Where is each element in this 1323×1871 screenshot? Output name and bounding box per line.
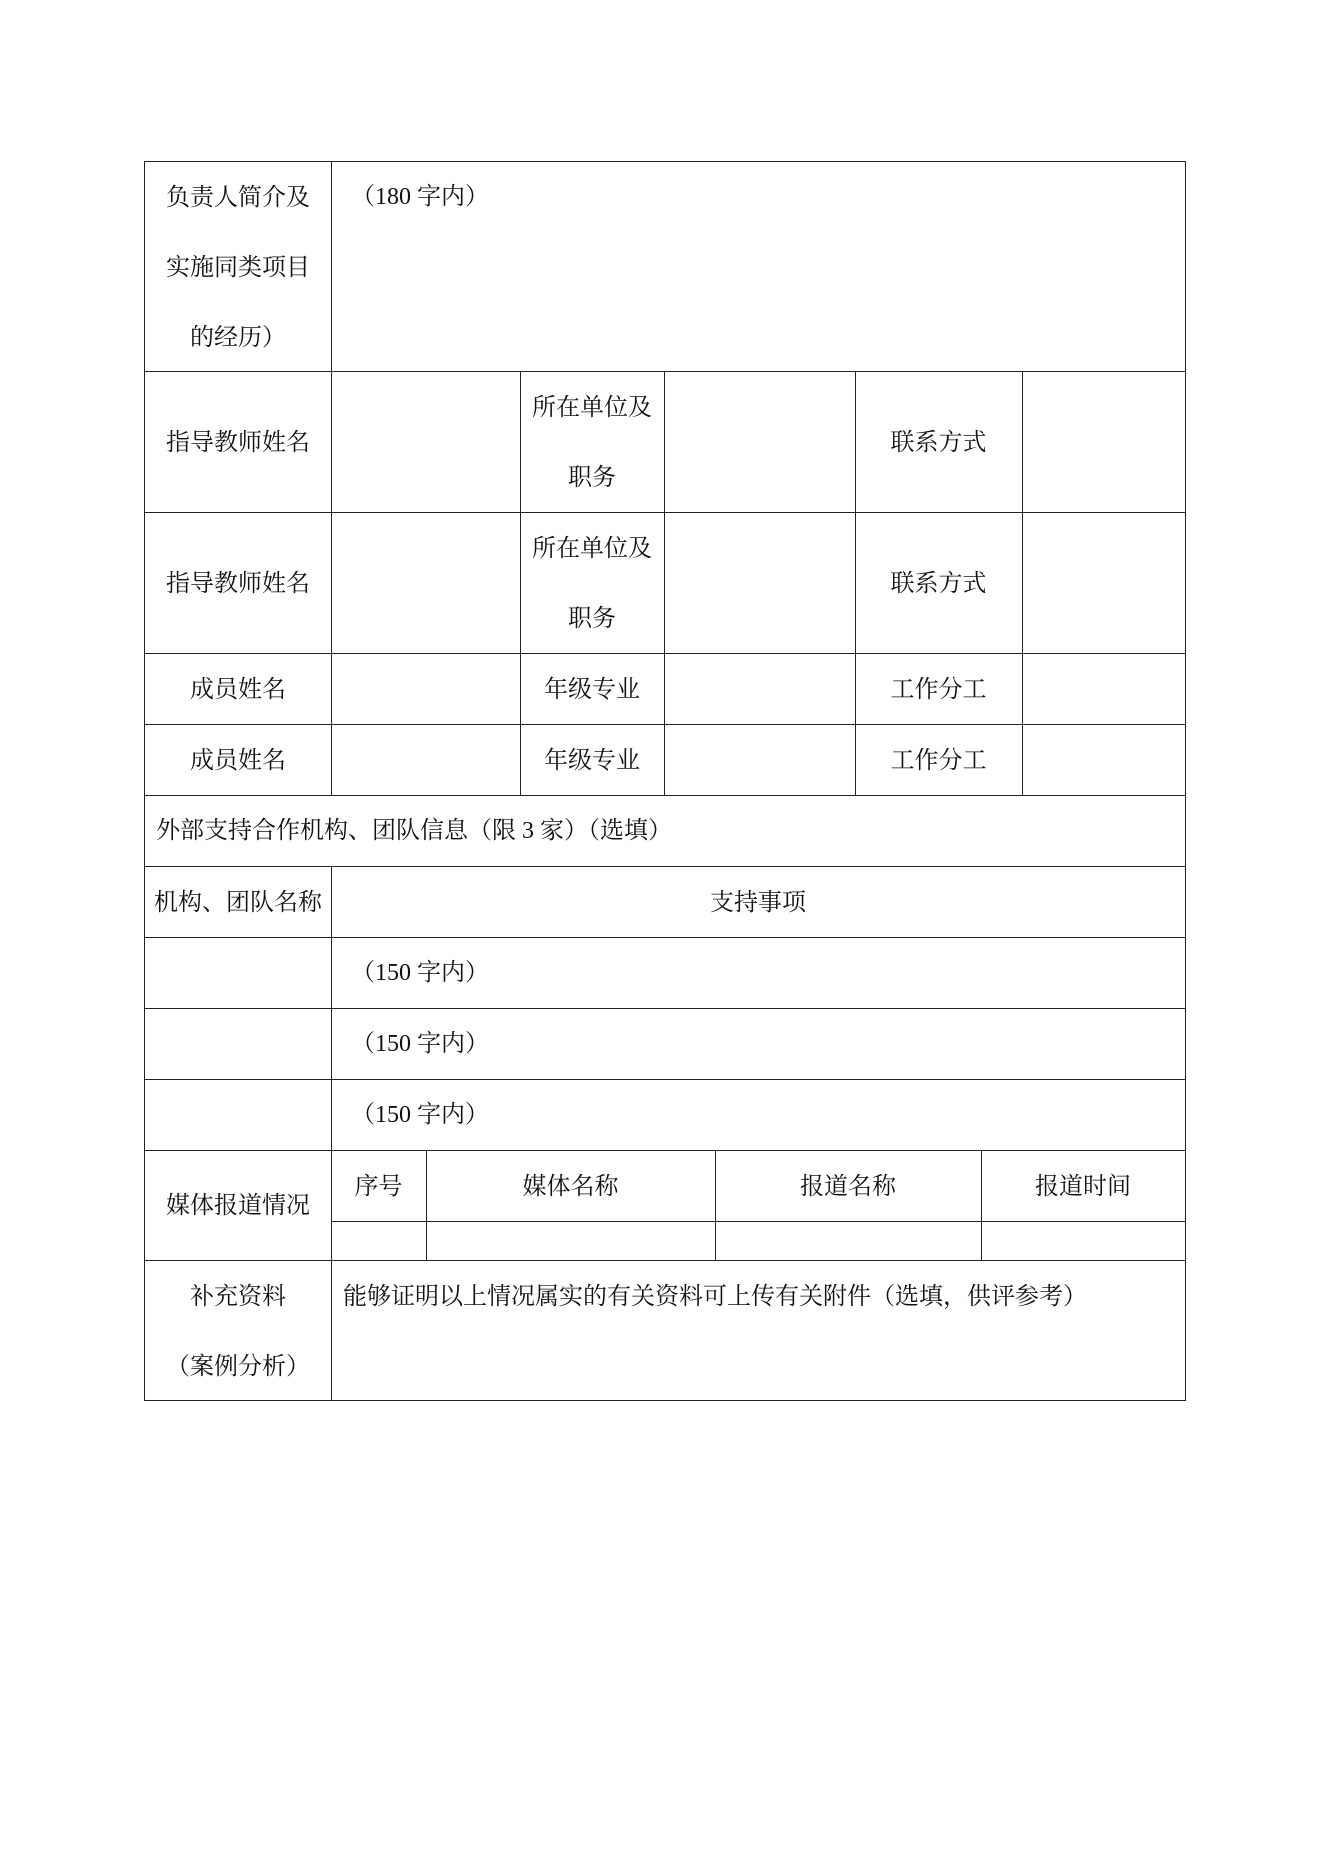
advisor-1-contact-field[interactable]: [1024, 373, 1184, 511]
advisor-2-contact-field[interactable]: [1024, 514, 1184, 652]
member-1-grade-label: 年级专业: [544, 675, 640, 703]
label-column-divider: [331, 866, 332, 1400]
advisor-1-unit-label-line-1: 所在单位及: [532, 393, 652, 421]
partners-org-column-header: 机构、团队名称: [154, 888, 322, 916]
media-row-outlet-field[interactable]: [428, 1223, 714, 1259]
media-header-outlet: 媒体名称: [522, 1172, 619, 1200]
member-2-name-label: 成员姓名: [190, 746, 286, 774]
supplement-note[interactable]: 能够证明以上情况属实的有关资料可上传有关附件（选填，供评参考）: [343, 1282, 1087, 1310]
advisor-1-unit-label-line-2: 职务: [568, 463, 616, 491]
row-divider: [145, 512, 1185, 513]
advisor-1-contact-label: 联系方式: [890, 428, 987, 456]
member-2-name-field[interactable]: [333, 726, 519, 794]
media-header-index: 序号: [354, 1172, 403, 1200]
label-column-divider: [331, 162, 332, 795]
advisor-1-unit-field[interactable]: [666, 373, 854, 511]
intro-label-line-1: 负责人简介及: [166, 183, 310, 211]
media-row-title-field[interactable]: [717, 1223, 980, 1259]
member-1-role-label: 工作分工: [890, 675, 987, 703]
partner-2-support-hint[interactable]: （150 字内）: [351, 1031, 489, 1057]
column-divider: [1022, 371, 1023, 795]
advisor-1-name-field[interactable]: [333, 373, 519, 511]
advisor-1-name-label: 指导教师姓名: [166, 428, 310, 456]
advisor-2-contact-label: 联系方式: [890, 569, 987, 597]
member-1-name-field[interactable]: [333, 655, 519, 723]
member-2-grade-label: 年级专业: [544, 746, 640, 774]
member-2-grade-field[interactable]: [666, 726, 854, 794]
media-row-date-field[interactable]: [983, 1223, 1184, 1259]
intro-label-line-2: 实施同类项目: [166, 253, 310, 281]
supplement-label-line-2: （案例分析）: [166, 1352, 310, 1380]
row-divider: [145, 1008, 1185, 1009]
advisor-2-unit-label-line-1: 所在单位及: [532, 534, 652, 562]
advisor-2-unit-label-line-2: 职务: [568, 604, 616, 632]
row-divider: [145, 937, 1185, 938]
media-header-divider: [331, 1221, 1185, 1222]
partners-section-title: 外部支持合作机构、团队信息（限 3 家）（选填）: [156, 818, 672, 844]
member-2-role-label: 工作分工: [890, 746, 987, 774]
row-divider: [145, 1079, 1185, 1080]
member-1-role-field[interactable]: [1024, 655, 1184, 723]
partner-3-org-field[interactable]: [145, 1081, 330, 1149]
media-label: 媒体报道情况: [166, 1191, 310, 1219]
member-1-name-label: 成员姓名: [190, 675, 286, 703]
media-header-title: 报道名称: [800, 1172, 896, 1200]
application-form-table: [144, 161, 1186, 1401]
advisor-2-unit-field[interactable]: [666, 514, 854, 652]
partner-1-support-hint[interactable]: （150 字内）: [351, 960, 489, 986]
member-1-grade-field[interactable]: [666, 655, 854, 723]
partner-2-org-field[interactable]: [145, 1010, 330, 1078]
intro-input-hint[interactable]: （180 字内）: [351, 184, 489, 210]
supplement-label-line-1: 补充资料: [190, 1282, 286, 1310]
media-header-date: 报道时间: [1035, 1172, 1131, 1200]
advisor-2-name-field[interactable]: [333, 514, 519, 652]
advisor-2-name-label: 指导教师姓名: [166, 569, 310, 597]
partner-1-org-field[interactable]: [145, 939, 330, 1007]
partner-3-support-hint[interactable]: （150 字内）: [351, 1102, 489, 1128]
intro-label-line-3: 的经历）: [190, 323, 286, 351]
media-row-index-field[interactable]: [333, 1223, 425, 1259]
partners-support-column-header: 支持事项: [710, 888, 806, 916]
column-divider: [664, 371, 665, 795]
member-2-role-field[interactable]: [1024, 726, 1184, 794]
